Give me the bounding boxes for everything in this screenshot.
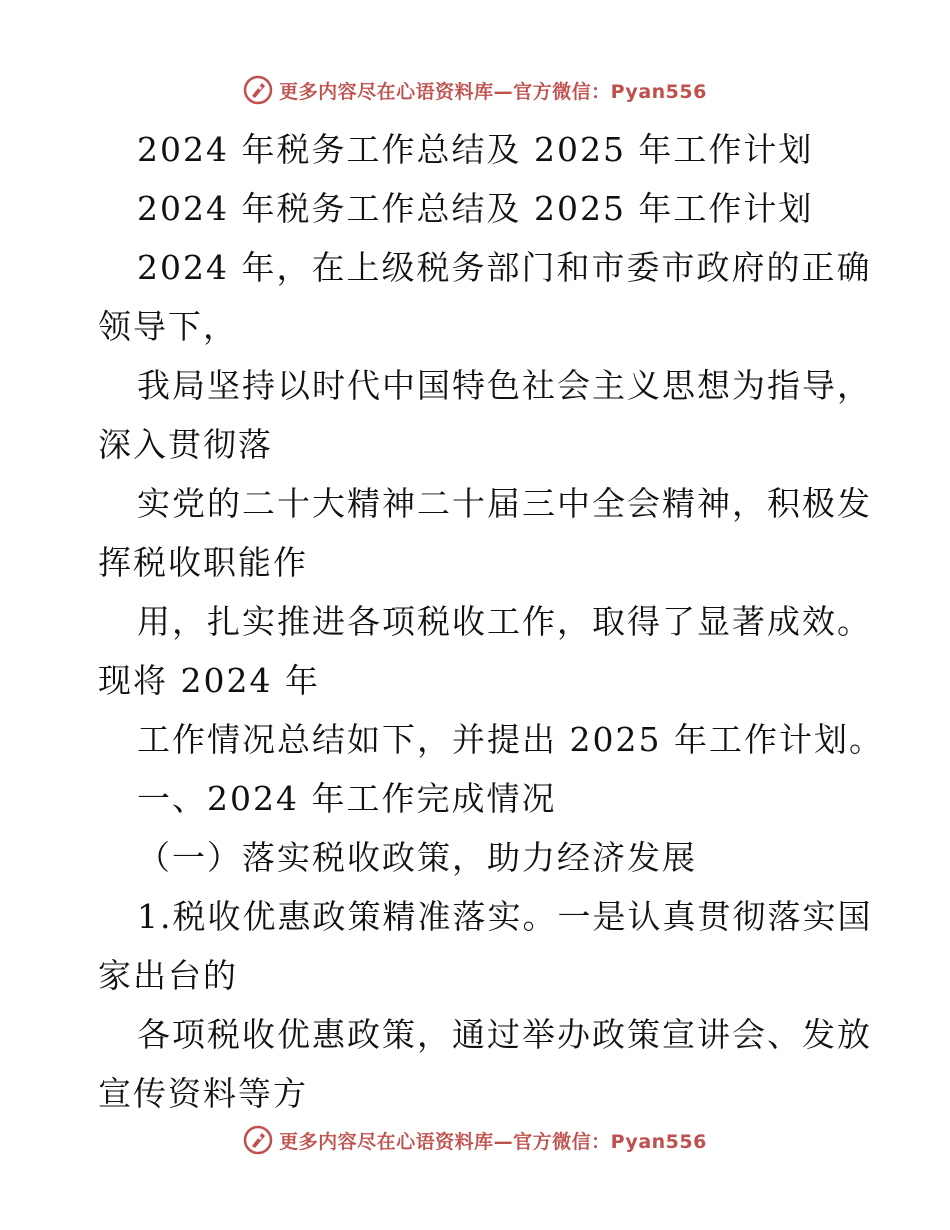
text-line: 2024 年税务工作总结及 2025 年工作计划 — [137, 130, 814, 169]
footer-watermark — [0, 1123, 950, 1157]
text-line: 工作情况总结如下，并提出 2025 年工作计划。 — [137, 720, 884, 759]
text-line: 一、2024 年工作完成情况 — [137, 779, 557, 818]
text-line: 家出台的 — [98, 956, 238, 995]
text-line: 2024 年，在上级税务部门和市委市政府的正确 — [137, 248, 872, 287]
text-line: 我局坚持以时代中国特色社会主义思想为指导， — [137, 366, 872, 405]
pen-nib-seal-icon — [243, 1125, 273, 1155]
watermark-text: 更多内容尽在心语资料库—官方微信：Pyan556 — [279, 1130, 707, 1153]
text-line: 用，扎实推进各项税收工作，取得了显著成效。 — [137, 602, 872, 641]
text-line: 深入贯彻落 — [98, 425, 273, 464]
header-watermark — [0, 73, 950, 107]
pen-nib-seal-icon — [243, 75, 273, 105]
text-line: 2024 年税务工作总结及 2025 年工作计划 — [137, 189, 814, 228]
text-line: 实党的二十大精神二十届三中全会精神，积极发 — [137, 484, 872, 523]
watermark-text: 更多内容尽在心语资料库—官方微信：Pyan556 — [279, 80, 707, 103]
text-line: 挥税收职能作 — [98, 543, 308, 582]
text-line: 各项税收优惠政策，通过举办政策宣讲会、发放 — [137, 1015, 872, 1054]
text-line: （一）落实税收政策，助力经济发展 — [137, 838, 697, 877]
text-line: 现将 2024 年 — [98, 661, 320, 700]
text-line: 宣传资料等方 — [98, 1074, 308, 1113]
text-line: 1.税收优惠政策精准落实。一是认真贯彻落实国 — [137, 897, 873, 936]
text-line: 领导下， — [98, 307, 238, 346]
